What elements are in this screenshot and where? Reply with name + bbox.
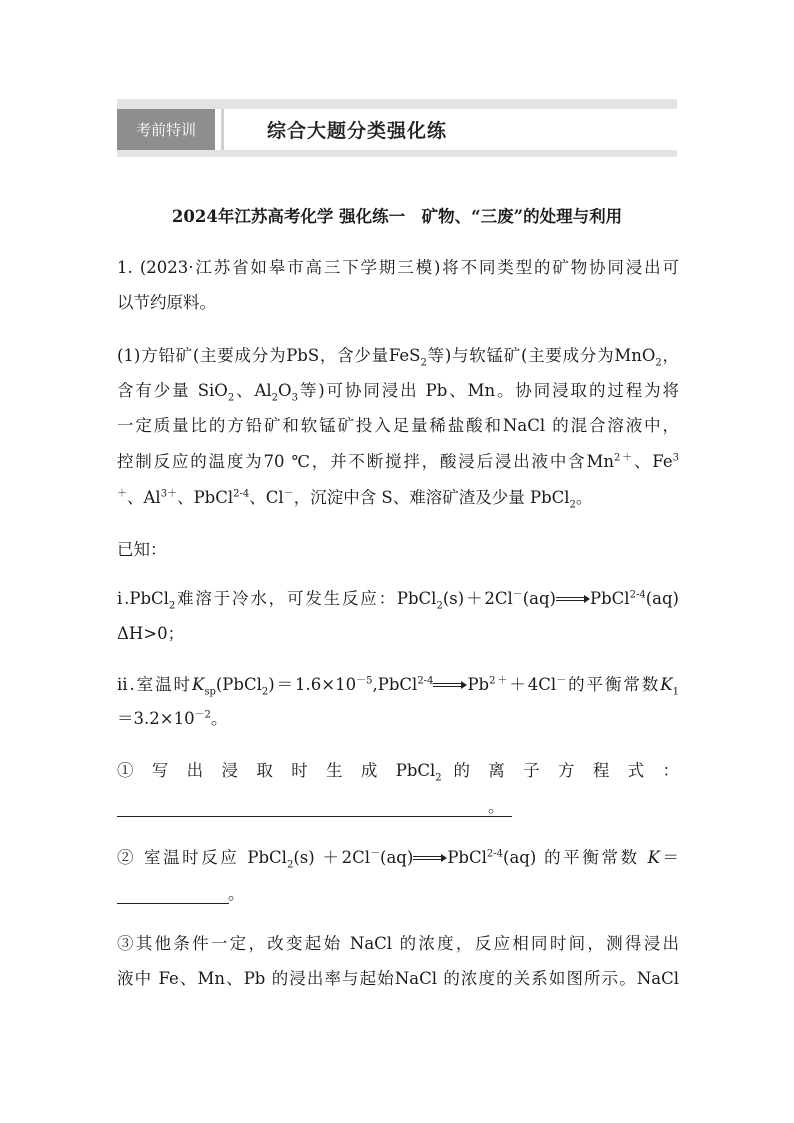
answer-blank-2[interactable]	[117, 903, 229, 904]
known-i-line-1: ⅰ.PbCl$_2$难溶于冷水，可发生反应：PbCl$_2$(s)＋2Cl－(aq) PbCl$^{2-4}$(aq)	[117, 589, 679, 612]
banner-divider	[221, 109, 224, 150]
part-1-line-1: (1)方铅矿(主要成分为PbS，含少量FeS$_2$等)与软锰矿(主要成分为MnO$_2$，	[117, 346, 679, 369]
question-1-line-1: 1. (2023·江苏省如皋市高三下学期三模)将不同类型的矿物协同浸出可	[117, 258, 679, 277]
section-banner	[117, 99, 677, 157]
equilibrium-arrow-icon	[413, 854, 447, 864]
part-1-line-2: 含有少量 SiO$_2$、$Al_2O_3$等)可协同浸出 Pb、Mn。协同浸取的过程为将	[117, 381, 680, 404]
known-label: 已知：	[117, 540, 167, 559]
answer-blank-1[interactable]	[117, 816, 512, 817]
part-1-line-5: ＋、$Al^{3+}$、PbCl$^{2-4}$、Cl－，沉淀中含 S、难溶矿渣及少量 PbCl$_2$。	[117, 488, 593, 511]
banner-top-band	[117, 99, 677, 109]
subquestion-2: ② 室温时反应 PbCl$_2$(s) ＋2Cl－(aq) PbCl$^{2-4}$(aq) 的平衡常数 K＝	[117, 848, 679, 871]
part-1-line-4: 控制反应的温度为70 ℃，并不断搅拌，酸浸后浸出液中含$Mn^{2+}$、Fe$^3$	[117, 452, 679, 471]
subquestion-1-end: 。	[488, 797, 505, 816]
question-1-line-2: 以节约原料。	[117, 293, 216, 312]
part-1-line-3: 一定质量比的方铅矿和软锰矿投入足量稀盐酸和NaCl 的混合溶液中，	[117, 416, 679, 435]
known-ii-line-2: $=3.2\times 10^{-2}$。	[117, 709, 228, 728]
subquestion-2-end: 。	[228, 884, 245, 903]
known-ii-line-1: ⅱ.室温时$K_{sp}(PbCl_2)=1.6\times 10^{-5},PbCl^{2-4}$ $Pb^{2+}+4Cl^-$的平衡常数$K_1$	[117, 675, 679, 698]
subquestion-3-line-2: 液中 Fe、Mn、Pb 的浸出率与起始NaCl 的浓度的关系如图所示。NaCl	[117, 969, 679, 988]
subquestion-1: ① 写 出 浸 取 时 生 成 PbCl$_2$ 的 离 子 方 程 式 ：	[117, 761, 680, 784]
equilibrium-arrow-icon	[433, 681, 467, 691]
subquestion-3-line-1: ③其他条件一定，改变起始 NaCl 的浓度，反应相同时间，测得浸出	[117, 934, 679, 953]
banner-title: 综合大题分类强化练	[267, 120, 448, 142]
known-i-line-2: ΔH>0；	[117, 624, 185, 643]
equilibrium-arrow-icon	[556, 595, 590, 605]
document-title: 2024年江苏高考化学 强化练一 矿物、“三废”的处理与利用	[171, 207, 623, 226]
banner-bottom-band	[117, 150, 677, 157]
banner-tag: 考前特训	[117, 109, 215, 150]
